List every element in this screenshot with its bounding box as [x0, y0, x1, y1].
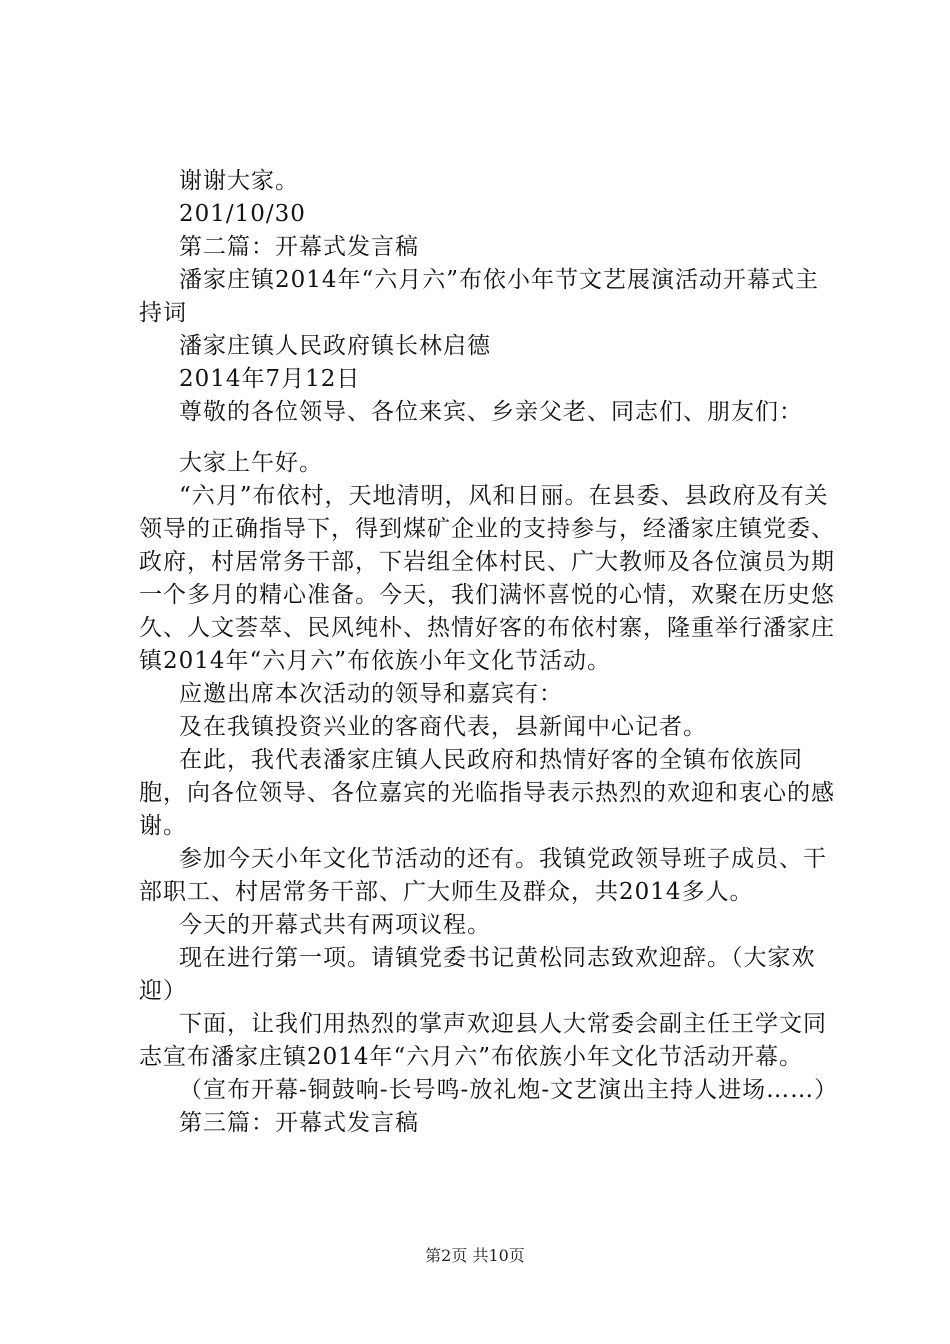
paragraph-first-item: 现在进行第一项。请镇党委书记黄松同志致欢迎辞。（大家欢迎） [139, 945, 816, 1004]
paragraph-intro: “六月”布依村，天地清明，风和日丽。在县委、县政府及有关领导的正确指导下，得到煤矿企业的支持参与，经潘家庄镇党委、政府，村居常务干部，下岩组全体村民、广大教师及各位演员为期一个多月的精心准备。今天，我们满怀喜悦的心情，欢聚在历史悠久、人文荟萃、民风纯朴、热情好客的布依村寨，隆重举行潘家庄镇2014年“六月六”布依族小年文化节活动。 [139, 483, 835, 674]
paragraph-welcome: 在此，我代表潘家庄镇人民政府和热情好客的全镇布依族同胞，向各位领导、各位嘉宾的光临指导表示热烈的欢迎和衷心的感谢。 [139, 747, 835, 839]
speech-title: 潘家庄镇2014年“六月六”布依小年节文艺展演活动开幕式主持词 [139, 267, 820, 326]
paragraph-second-item: 下面，让我们用热烈的掌声欢迎县人大常委会副主任王学文同志宣布潘家庄镇2014年“六月六”布依族小年文化节活动开幕。 [139, 1011, 827, 1070]
paragraph-representatives: 及在我镇投资兴业的客商代表，县新闻中心记者。 [179, 714, 707, 740]
document-body [139, 165, 839, 1140]
salutation: 尊敬的各位领导、各位来宾、乡亲父老、同志们、朋友们： [179, 399, 803, 425]
speech-date: 2014年7月12日 [179, 366, 361, 392]
section-heading: 第二篇：开幕式发言稿 [179, 234, 419, 260]
page-footer: 第2页 共10页 [425, 1246, 525, 1265]
date-line: 201/10/30 [179, 201, 306, 227]
closing-line: 谢谢大家。 [179, 168, 299, 194]
paragraph-attendees: 参加今天小年文化节活动的还有。我镇党政领导班子成员、干部职工、村居常务干部、广大师生及群众，共2014多人。 [139, 846, 827, 905]
section-heading-3: 第三篇：开幕式发言稿 [179, 1110, 419, 1136]
paragraph-agenda: 今天的开幕式共有两项议程。 [179, 912, 491, 938]
paragraph-ceremony: （宣布开幕-铜鼓响-长号鸣-放礼炮-文艺演出主持人进场……） [179, 1077, 839, 1103]
paragraph-guests: 应邀出席本次活动的领导和嘉宾有： [179, 681, 563, 707]
speech-author: 潘家庄镇人民政府镇长林启德 [179, 333, 491, 359]
greeting: 大家上午好。 [179, 450, 323, 476]
